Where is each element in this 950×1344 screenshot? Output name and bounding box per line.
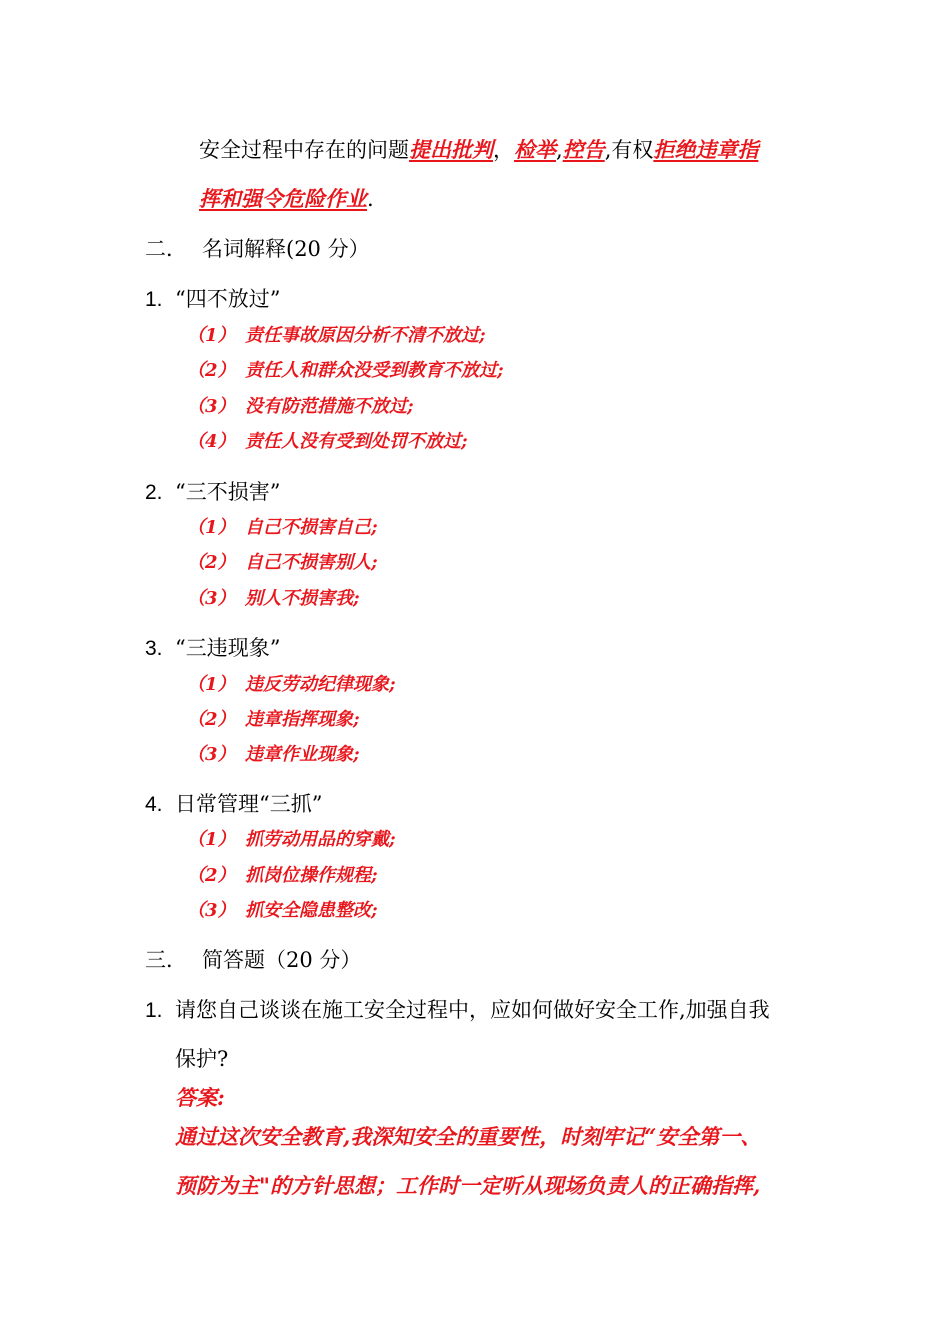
sub-number: （2） [187,709,236,730]
sub-text: 没有防范措施不放过; [245,396,414,417]
term-refuse-cont: 挥和强令危险作业 [199,186,367,211]
intro-text: 安全过程中存在的问题 [199,138,409,162]
sub-number: （1） [187,829,236,850]
sub-text: 抓劳动用品的穿戴; [245,829,396,850]
sub-number: （3） [187,588,236,609]
item-title: “三违现象” [175,636,281,660]
item-number: 4. [145,793,163,816]
question-1-line-2 [175,1045,228,1073]
separator: ， [493,138,514,162]
question-text: 保护? [175,1047,229,1071]
intro-line-2 [199,185,374,213]
sub-item [187,828,396,852]
sub-number: （4） [187,431,236,452]
answer-line-1 [175,1123,761,1151]
section-title: 简答题（20 分） [202,948,362,972]
sub-item [187,516,378,540]
sub-item [187,551,378,575]
sub-text: 责任事故原因分析不清不放过; [245,325,486,346]
intro-line-1 [199,136,758,164]
sub-item [187,864,378,888]
item-number: 1. [145,288,163,311]
item-number: 3. [145,637,163,660]
sub-text: 别人不损害我; [245,588,360,609]
section-number: 二． [145,237,187,261]
answer-line-2 [175,1172,760,1200]
sub-text: 自己不损害自己; [245,517,378,538]
sub-item [187,673,396,697]
section-2-heading [145,235,370,263]
sub-item [187,324,486,348]
answer-text: 预防为主"的方针思想；工作时一定听从现场负责人的正确指挥, [175,1173,761,1198]
intro-text: ,有权 [604,138,654,162]
sub-item [187,587,360,611]
question-number: 1. [145,999,163,1022]
answer-text: 通过这次安全教育,我深知安全的重要性，时刻牢记“安全第一、 [175,1124,762,1149]
sub-number: （2） [187,360,236,381]
separator: , [556,138,563,162]
sub-number: （2） [187,552,236,573]
term-report: 检举 [514,137,556,162]
sub-number: （3） [187,900,236,921]
item-title: “三不损害” [175,480,281,504]
sub-text: 抓安全隐患整改; [245,900,378,921]
sub-item [187,395,414,419]
term-item-2 [145,478,280,507]
term-accuse: 控告 [562,137,605,162]
sub-number: （2） [187,865,236,886]
sub-text: 抓岗位操作规程; [245,865,378,886]
sub-item [187,899,378,923]
answer-label [175,1084,225,1112]
sub-text: 违章指挥现象; [245,709,360,730]
sub-text: 自己不损害别人; [245,552,378,573]
term-criticize: 提出批判 [409,137,493,162]
term-item-3 [145,634,280,663]
question-text: 请您自己谈谈在施工安全过程中，应如何做好安全工作,加强自我 [175,998,770,1022]
period: . [367,187,374,211]
term-item-4 [145,790,322,819]
sub-number: （1） [187,674,236,695]
question-1-line-1 [145,996,770,1025]
section-number: 三． [145,948,187,972]
sub-text: 违反劳动纪律现象; [245,674,396,695]
sub-text: 责任人和群众没受到教育不放过; [245,360,504,381]
item-title: “四不放过” [175,287,281,311]
sub-item [187,743,360,767]
item-title: 日常管理“三抓” [175,792,323,816]
sub-item [187,708,360,732]
section-title: 名词解释(20 分） [202,237,370,261]
sub-number: （3） [187,744,236,765]
sub-text: 责任人没有受到处罚不放过; [245,431,468,452]
answer-label-text: 答案: [175,1085,225,1110]
sub-number: （3） [187,396,236,417]
sub-number: （1） [187,517,236,538]
sub-number: （1） [187,325,236,346]
section-3-heading [145,946,361,974]
sub-text: 违章作业现象; [245,744,360,765]
term-item-1 [145,285,280,314]
term-refuse: 拒绝违章指 [653,137,759,162]
sub-item [187,359,504,383]
sub-item [187,430,468,454]
item-number: 2. [145,481,163,504]
